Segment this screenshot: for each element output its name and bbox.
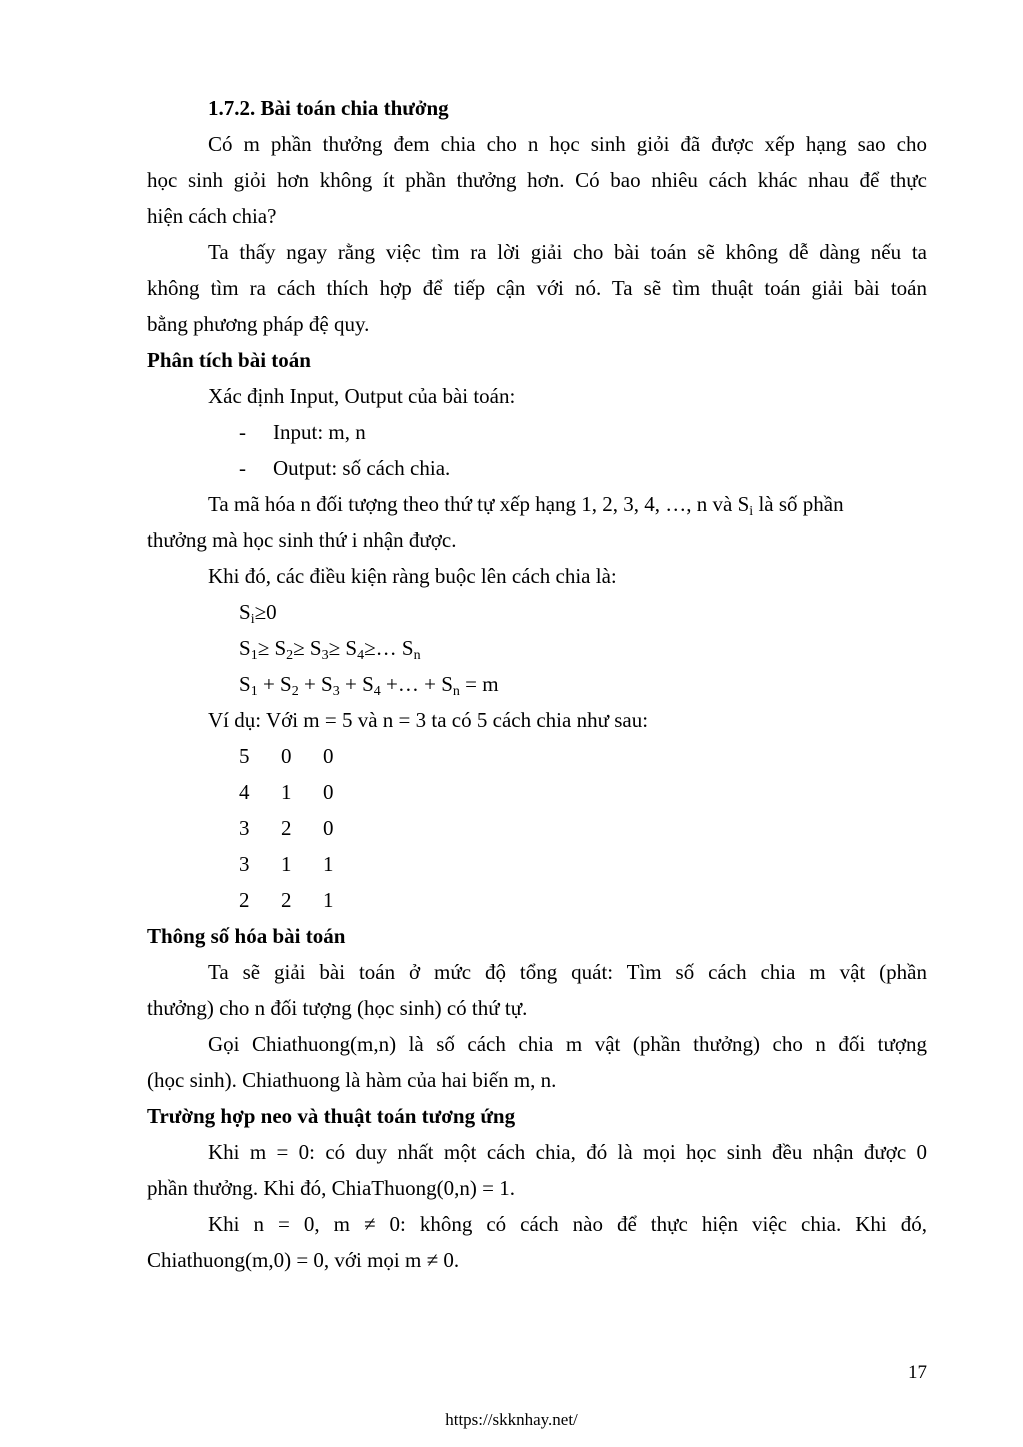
text-line: Có m phần thưởng đem chia cho n học sinh giỏi đã được xếp hạng sao cho: [208, 132, 927, 156]
subscript: 4: [357, 648, 365, 663]
approach-paragraph: [147, 234, 927, 342]
text-line: Khi n = 0, m ≠ 0: không có cách nào để thực hiện việc chia. Khi đó,: [208, 1212, 927, 1236]
text-run: + S: [298, 672, 333, 696]
intro-paragraph: [147, 126, 927, 234]
io-intro: Xác định Input, Output của bài toán:: [208, 384, 516, 408]
text-run: S: [239, 636, 251, 660]
subscript: n: [452, 684, 460, 699]
example-cell: 2: [239, 888, 250, 912]
bullet-marker: -: [239, 420, 246, 444]
subscript: 3: [321, 648, 329, 663]
example-cell: 5: [239, 744, 250, 768]
footer-url[interactable]: https://skknhay.net/: [445, 1410, 578, 1429]
bullet-text: Input: m, n: [273, 420, 366, 444]
subscript: 4: [373, 684, 381, 699]
example-intro: Ví dụ: Với m = 5 và n = 3 ta có 5 cách chia như sau:: [208, 708, 649, 732]
text-run: S: [239, 600, 251, 624]
text-line: không tìm ra cách thích hợp để tiếp cận với nó. Ta sẽ tìm thuật toán giải bài toán: [147, 276, 927, 300]
text-run: là số phần: [753, 492, 844, 516]
page-content: [147, 90, 927, 1278]
bullet-text: Output: số cách chia.: [273, 456, 451, 480]
example-row: [147, 882, 927, 918]
text-run: ≥0: [254, 600, 277, 624]
subscript: i: [250, 612, 255, 627]
text-line: Chiathuong(m,0) = 0, với mọi m ≠ 0.: [147, 1248, 460, 1272]
example-cell: 2: [281, 816, 292, 840]
text-line: (học sinh). Chiathuong là hàm của hai biến m, n.: [147, 1068, 557, 1092]
text-run: + S: [257, 672, 292, 696]
example-cell: 2: [281, 888, 292, 912]
example-row: [147, 846, 927, 882]
text-line: Gọi Chiathuong(m,n) là số cách chia m vật (phần thưởng) cho n đối tượng: [208, 1032, 927, 1056]
base-case-heading: Trường hợp neo và thuật toán tương ứng: [147, 1104, 516, 1128]
example-cell: 1: [281, 852, 292, 876]
subscript: 2: [286, 648, 294, 663]
example-table: [147, 738, 927, 918]
constraint-nonnegative: [147, 594, 927, 630]
text-run: + S: [339, 672, 374, 696]
constraint-sum: [147, 666, 927, 702]
base-case-paragraph-2: [147, 1206, 927, 1278]
section-title: 1.7.2. Bài toán chia thưởng: [208, 96, 449, 120]
text-run: S: [239, 672, 251, 696]
example-cell: 3: [239, 852, 250, 876]
text-line: [147, 486, 927, 522]
bullet-input: [147, 414, 927, 450]
example-cell: 4: [239, 780, 250, 804]
text-run: = m: [459, 672, 499, 696]
example-cell: 0: [281, 744, 292, 768]
text-line: Ta sẽ giải bài toán ở mức độ tổng quát: Tìm số cách chia m vật (phần: [208, 960, 927, 984]
text-line: phần thưởng. Khi đó, ChiaThuong(0,n) = 1.: [147, 1176, 515, 1200]
example-cell: 0: [323, 816, 334, 840]
example-row: [147, 810, 927, 846]
analysis-heading: Phân tích bài toán: [147, 348, 311, 372]
example-cell: 1: [281, 780, 292, 804]
text-run: Ta mã hóa n đối tượng theo thứ tự xếp hạng 1, 2, 3, 4, …, n và S: [208, 492, 750, 516]
example-cell: 1: [323, 852, 334, 876]
page-number: 17: [908, 1362, 927, 1383]
bullet-marker: -: [239, 456, 246, 480]
subscript: 2: [291, 684, 299, 699]
example-cell: 0: [323, 780, 334, 804]
example-cell: 3: [239, 816, 250, 840]
example-cell: 1: [323, 888, 334, 912]
parameterize-paragraph-1: [147, 954, 927, 1026]
constraints-intro: Khi đó, các điều kiện ràng buộc lên cách chia là:: [208, 564, 617, 588]
subscript: i: [749, 504, 754, 519]
example-row: [147, 738, 927, 774]
parameterize-heading: Thông số hóa bài toán: [147, 924, 346, 948]
text-line: Ta thấy ngay rằng việc tìm ra lời giải cho bài toán sẽ không dễ dàng nếu ta: [208, 240, 927, 264]
base-case-paragraph-1: [147, 1134, 927, 1206]
text-line: hiện cách chia?: [147, 204, 277, 228]
parameterize-paragraph-2: [147, 1026, 927, 1098]
text-line: Khi m = 0: có duy nhất một cách chia, đó là mọi học sinh đều nhận được 0: [208, 1140, 927, 1164]
subscript: 1: [250, 648, 258, 663]
encoding-paragraph: [147, 486, 927, 558]
subscript: 1: [250, 684, 258, 699]
text-line: bằng phương pháp đệ quy.: [147, 312, 370, 336]
text-run: ≥… S: [364, 636, 414, 660]
text-line: thưởng mà học sinh thứ i nhận được.: [147, 528, 457, 552]
example-row: [147, 774, 927, 810]
text-line: thưởng) cho n đối tượng (học sinh) có thứ tự.: [147, 996, 528, 1020]
text-run: ≥ S: [257, 636, 287, 660]
text-line: học sinh giỏi hơn không ít phần thưởng hơn. Có bao nhiêu cách khác nhau để thực: [147, 168, 927, 192]
text-run: ≥ S: [293, 636, 322, 660]
example-cell: 0: [323, 744, 334, 768]
bullet-output: [147, 450, 927, 486]
subscript: n: [413, 648, 421, 663]
subscript: 3: [332, 684, 340, 699]
constraint-ordering: [147, 630, 927, 666]
text-run: ≥ S: [328, 636, 358, 660]
text-run: +… + S: [380, 672, 453, 696]
